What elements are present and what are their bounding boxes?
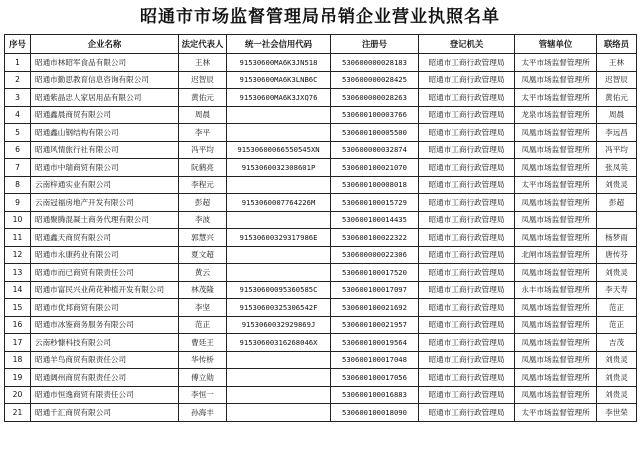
company-name-cell: 昭通阔州商贸有限责任公司 bbox=[31, 369, 179, 387]
registration-authority-cell: 昭通市工商行政管理局 bbox=[419, 369, 515, 387]
legal-representative-cell: 黄云 bbox=[179, 264, 227, 282]
credit-code-cell bbox=[227, 211, 331, 229]
registration-authority-cell: 昭通市工商行政管理局 bbox=[419, 386, 515, 404]
contact-person-cell: 范正 bbox=[597, 299, 637, 317]
table-row bbox=[5, 159, 637, 177]
contact-person-cell: 刘贵灵 bbox=[597, 369, 637, 387]
company-name-cell: 昭通市而已商贸有限责任公司 bbox=[31, 264, 179, 282]
table-row bbox=[5, 404, 637, 422]
registration-authority-cell: 昭通市工商行政管理局 bbox=[419, 229, 515, 247]
credit-code-cell bbox=[227, 264, 331, 282]
registration-authority-cell: 昭通市工商行政管理局 bbox=[419, 281, 515, 299]
jurisdiction-unit-cell: 凤凰市场监督管理所 bbox=[515, 386, 597, 404]
company-name-cell: 昭通羊鸟商贸有限责任公司 bbox=[31, 351, 179, 369]
column-header: 企业名称 bbox=[31, 35, 179, 54]
row-number-cell: 21 bbox=[5, 404, 31, 422]
contact-person-cell: 黄佑元 bbox=[597, 89, 637, 107]
row-number-cell: 3 bbox=[5, 89, 31, 107]
contact-person-cell: 周晨 bbox=[597, 106, 637, 124]
jurisdiction-unit-cell: 凤凰市场监督管理所 bbox=[515, 369, 597, 387]
registration-authority-cell: 昭通市工商行政管理局 bbox=[419, 404, 515, 422]
company-name-cell: 昭通市勤思教育信息咨询有限公司 bbox=[31, 71, 179, 89]
row-number-cell: 14 bbox=[5, 281, 31, 299]
row-number-cell: 16 bbox=[5, 316, 31, 334]
registration-authority-cell: 昭通市工商行政管理局 bbox=[419, 176, 515, 194]
registration-authority-cell: 昭通市工商行政管理局 bbox=[419, 159, 515, 177]
registration-authority-cell: 昭通市工商行政管理局 bbox=[419, 141, 515, 159]
company-name-cell: 昭通市冰鉴商务服务有限公司 bbox=[31, 316, 179, 334]
column-header: 登记机关 bbox=[419, 35, 515, 54]
jurisdiction-unit-cell: 凤凰市场监督管理所 bbox=[515, 229, 597, 247]
jurisdiction-unit-cell: 北闸市场监督管理所 bbox=[515, 246, 597, 264]
row-number-cell: 10 bbox=[5, 211, 31, 229]
credit-code-cell bbox=[227, 351, 331, 369]
credit-code-cell: 91530600329317986E bbox=[227, 229, 331, 247]
table-row bbox=[5, 316, 637, 334]
row-number-cell: 12 bbox=[5, 246, 31, 264]
table-row bbox=[5, 124, 637, 142]
jurisdiction-unit-cell: 太平市场监督管理所 bbox=[515, 176, 597, 194]
legal-representative-cell: 王林 bbox=[179, 54, 227, 72]
legal-representative-cell: 迟智辰 bbox=[179, 71, 227, 89]
registration-authority-cell: 昭通市工商行政管理局 bbox=[419, 106, 515, 124]
credit-code-cell: 91530600MA6K3JXQ76 bbox=[227, 89, 331, 107]
credit-code-cell: 91530600316268046X bbox=[227, 334, 331, 352]
legal-representative-cell: 傅立勋 bbox=[179, 369, 227, 387]
row-number-cell: 6 bbox=[5, 141, 31, 159]
jurisdiction-unit-cell: 凤凰市场监督管理所 bbox=[515, 264, 597, 282]
column-header: 序号 bbox=[5, 35, 31, 54]
company-name-cell: 昭通千汇商贸有限公司 bbox=[31, 404, 179, 422]
contact-person-cell: 刘贵灵 bbox=[597, 176, 637, 194]
table-row bbox=[5, 106, 637, 124]
jurisdiction-unit-cell: 凤凰市场监督管理所 bbox=[515, 194, 597, 212]
company-name-cell: 云南冠福房地产开发有限公司 bbox=[31, 194, 179, 212]
contact-person-cell: 唐传芬 bbox=[597, 246, 637, 264]
registration-number-cell: 530600100003766 bbox=[331, 106, 419, 124]
registration-number-cell: 530600100015729 bbox=[331, 194, 419, 212]
registration-number-cell: 530600100016883 bbox=[331, 386, 419, 404]
registration-number-cell: 530600100017520 bbox=[331, 264, 419, 282]
registration-number-cell: 530600000032874 bbox=[331, 141, 419, 159]
credit-code-cell: 9153060032308601P bbox=[227, 159, 331, 177]
page-title: 昭通市市场监督管理局吊销企业营业执照名单 bbox=[140, 7, 500, 27]
legal-representative-cell: 孙海丰 bbox=[179, 404, 227, 422]
contact-person-cell: 刘贵灵 bbox=[597, 386, 637, 404]
registration-number-cell: 530600100021070 bbox=[331, 159, 419, 177]
registration-authority-cell: 昭通市工商行政管理局 bbox=[419, 316, 515, 334]
legal-representative-cell: 李恒一 bbox=[179, 386, 227, 404]
registration-number-cell: 530600100005500 bbox=[331, 124, 419, 142]
jurisdiction-unit-cell: 凤凰市场监督管理所 bbox=[515, 159, 597, 177]
row-number-cell: 9 bbox=[5, 194, 31, 212]
registration-number-cell: 530600100021957 bbox=[331, 316, 419, 334]
contact-person-cell: 刘贵灵 bbox=[597, 351, 637, 369]
company-name-cell: 昭通市恒逸商贸有限责任公司 bbox=[31, 386, 179, 404]
company-name-cell: 昭通聚腾混凝土商务代理有限公司 bbox=[31, 211, 179, 229]
legal-representative-cell: 范正 bbox=[179, 316, 227, 334]
column-header: 管辖单位 bbox=[515, 35, 597, 54]
contact-person-cell: 李远昌 bbox=[597, 124, 637, 142]
credit-code-cell bbox=[227, 106, 331, 124]
registration-number-cell: 530600100022322 bbox=[331, 229, 419, 247]
legal-representative-cell: 林茂隆 bbox=[179, 281, 227, 299]
row-number-cell: 15 bbox=[5, 299, 31, 317]
company-name-cell: 昭通紫晶忠人家居用品有限公司 bbox=[31, 89, 179, 107]
jurisdiction-unit-cell: 太平市场监督管理所 bbox=[515, 89, 597, 107]
row-number-cell: 13 bbox=[5, 264, 31, 282]
company-name-cell: 昭通市中瑞商贸有限公司 bbox=[31, 159, 179, 177]
credit-code-cell bbox=[227, 404, 331, 422]
column-header: 联络员 bbox=[597, 35, 637, 54]
legal-representative-cell: 黄佑元 bbox=[179, 89, 227, 107]
table-row bbox=[5, 386, 637, 404]
jurisdiction-unit-cell: 太平市场监督管理所 bbox=[515, 54, 597, 72]
contact-person-cell: 张凤英 bbox=[597, 159, 637, 177]
company-name-cell: 昭通市永康药业有限公司 bbox=[31, 246, 179, 264]
row-number-cell: 18 bbox=[5, 351, 31, 369]
credit-code-cell: 9153060007764226M bbox=[227, 194, 331, 212]
credit-code-cell: 91530600MA6K3JN518 bbox=[227, 54, 331, 72]
company-name-cell: 昭通风情旅行社有限公司 bbox=[31, 141, 179, 159]
company-name-cell: 昭通鑫天商贸有限公司 bbox=[31, 229, 179, 247]
table-row bbox=[5, 229, 637, 247]
registration-authority-cell: 昭通市工商行政管理局 bbox=[419, 246, 515, 264]
contact-person-cell: 李天寿 bbox=[597, 281, 637, 299]
legal-representative-cell: 阮鹤亮 bbox=[179, 159, 227, 177]
jurisdiction-unit-cell: 凤凰市场监督管理所 bbox=[515, 71, 597, 89]
row-number-cell: 1 bbox=[5, 54, 31, 72]
jurisdiction-unit-cell: 永丰市场监督管理所 bbox=[515, 281, 597, 299]
legal-representative-cell: 周晨 bbox=[179, 106, 227, 124]
legal-representative-cell: 李平 bbox=[179, 124, 227, 142]
table-header-row bbox=[5, 35, 637, 54]
contact-person-cell: 王林 bbox=[597, 54, 637, 72]
table-row bbox=[5, 281, 637, 299]
table-row bbox=[5, 369, 637, 387]
company-name-cell: 昭通鑫山钢结构有限公司 bbox=[31, 124, 179, 142]
row-number-cell: 7 bbox=[5, 159, 31, 177]
table-row bbox=[5, 299, 637, 317]
row-number-cell: 19 bbox=[5, 369, 31, 387]
contact-person-cell: 彭超 bbox=[597, 194, 637, 212]
column-header: 注册号 bbox=[331, 35, 419, 54]
table-row bbox=[5, 334, 637, 352]
legal-representative-cell: 夏文超 bbox=[179, 246, 227, 264]
table-row bbox=[5, 54, 637, 72]
legal-representative-cell: 郭慧兴 bbox=[179, 229, 227, 247]
credit-code-cell: 91530600325306542F bbox=[227, 299, 331, 317]
registration-authority-cell: 昭通市工商行政管理局 bbox=[419, 71, 515, 89]
column-header: 统一社会信用代码 bbox=[227, 35, 331, 54]
revocation-table bbox=[4, 34, 637, 422]
registration-authority-cell: 昭通市工商行政管理局 bbox=[419, 89, 515, 107]
table-row bbox=[5, 246, 637, 264]
jurisdiction-unit-cell: 凤凰市场监督管理所 bbox=[515, 141, 597, 159]
contact-person-cell: 吉茂 bbox=[597, 334, 637, 352]
jurisdiction-unit-cell: 凤凰市场监督管理所 bbox=[515, 124, 597, 142]
registration-number-cell: 530600100017056 bbox=[331, 369, 419, 387]
row-number-cell: 17 bbox=[5, 334, 31, 352]
registration-number-cell: 530600100018090 bbox=[331, 404, 419, 422]
legal-representative-cell: 冯平均 bbox=[179, 141, 227, 159]
jurisdiction-unit-cell: 凤凰市场监督管理所 bbox=[515, 334, 597, 352]
credit-code-cell: 9153060032929869J bbox=[227, 316, 331, 334]
row-number-cell: 8 bbox=[5, 176, 31, 194]
table-row bbox=[5, 351, 637, 369]
row-number-cell: 4 bbox=[5, 106, 31, 124]
registration-number-cell: 530600000028263 bbox=[331, 89, 419, 107]
company-name-cell: 昭通鑫晨商贸有限公司 bbox=[31, 106, 179, 124]
credit-code-cell: 91530600066550545XN bbox=[227, 141, 331, 159]
registration-authority-cell: 昭通市工商行政管理局 bbox=[419, 351, 515, 369]
jurisdiction-unit-cell: 凤凰市场监督管理所 bbox=[515, 316, 597, 334]
contact-person-cell: 杨梦雨 bbox=[597, 229, 637, 247]
legal-representative-cell: 彭超 bbox=[179, 194, 227, 212]
table-row bbox=[5, 71, 637, 89]
registration-authority-cell: 昭通市工商行政管理局 bbox=[419, 334, 515, 352]
table-row bbox=[5, 211, 637, 229]
registration-number-cell: 530600000028425 bbox=[331, 71, 419, 89]
registration-number-cell: 530600100017097 bbox=[331, 281, 419, 299]
credit-code-cell bbox=[227, 246, 331, 264]
company-name-cell: 昭通市富民兴业荷花种植开发有限公司 bbox=[31, 281, 179, 299]
table-row bbox=[5, 141, 637, 159]
registration-number-cell: 530600100017048 bbox=[331, 351, 419, 369]
credit-code-cell bbox=[227, 386, 331, 404]
registration-number-cell: 530600100019564 bbox=[331, 334, 419, 352]
registration-number-cell: 530600000028183 bbox=[331, 54, 419, 72]
contact-person-cell: 刘贵灵 bbox=[597, 264, 637, 282]
credit-code-cell: 91530600095360585C bbox=[227, 281, 331, 299]
table-row bbox=[5, 264, 637, 282]
legal-representative-cell: 李坚 bbox=[179, 299, 227, 317]
table-row bbox=[5, 194, 637, 212]
registration-authority-cell: 昭通市工商行政管理局 bbox=[419, 299, 515, 317]
legal-representative-cell: 李波 bbox=[179, 211, 227, 229]
registration-authority-cell: 昭通市工商行政管理局 bbox=[419, 124, 515, 142]
jurisdiction-unit-cell: 凤凰市场监督管理所 bbox=[515, 299, 597, 317]
column-header: 法定代表人 bbox=[179, 35, 227, 54]
jurisdiction-unit-cell: 太平市场监督管理所 bbox=[515, 404, 597, 422]
registration-authority-cell: 昭通市工商行政管理局 bbox=[419, 54, 515, 72]
registration-number-cell: 530600000022306 bbox=[331, 246, 419, 264]
row-number-cell: 20 bbox=[5, 386, 31, 404]
registration-number-cell: 530600100014435 bbox=[331, 211, 419, 229]
row-number-cell: 5 bbox=[5, 124, 31, 142]
company-name-cell: 云南秒慷科技有限公司 bbox=[31, 334, 179, 352]
credit-code-cell bbox=[227, 176, 331, 194]
legal-representative-cell: 李程元 bbox=[179, 176, 227, 194]
registration-authority-cell: 昭通市工商行政管理局 bbox=[419, 194, 515, 212]
contact-person-cell: 范正 bbox=[597, 316, 637, 334]
row-number-cell: 11 bbox=[5, 229, 31, 247]
credit-code-cell: 91530600MA6K3LNB6C bbox=[227, 71, 331, 89]
contact-person-cell: 迟智辰 bbox=[597, 71, 637, 89]
contact-person-cell bbox=[597, 211, 637, 229]
table-row bbox=[5, 89, 637, 107]
legal-representative-cell: 曹廷王 bbox=[179, 334, 227, 352]
company-name-cell: 昭通市优邦商贸有限公司 bbox=[31, 299, 179, 317]
registration-authority-cell: 昭通市工商行政管理局 bbox=[419, 264, 515, 282]
jurisdiction-unit-cell: 凤凰市场监督管理所 bbox=[515, 351, 597, 369]
registration-authority-cell: 昭通市工商行政管理局 bbox=[419, 211, 515, 229]
credit-code-cell bbox=[227, 124, 331, 142]
registration-number-cell: 530600100021692 bbox=[331, 299, 419, 317]
company-name-cell: 昭通市林昭军食品有限公司 bbox=[31, 54, 179, 72]
company-name-cell: 云南梓通实业有限公司 bbox=[31, 176, 179, 194]
legal-representative-cell: 华传桥 bbox=[179, 351, 227, 369]
contact-person-cell: 李世荣 bbox=[597, 404, 637, 422]
table-row bbox=[5, 176, 637, 194]
contact-person-cell: 冯平均 bbox=[597, 141, 637, 159]
jurisdiction-unit-cell: 凤凰市场监督管理所 bbox=[515, 211, 597, 229]
row-number-cell: 2 bbox=[5, 71, 31, 89]
jurisdiction-unit-cell: 龙泉市场监督管理所 bbox=[515, 106, 597, 124]
registration-number-cell: 530600100008018 bbox=[331, 176, 419, 194]
credit-code-cell bbox=[227, 369, 331, 387]
